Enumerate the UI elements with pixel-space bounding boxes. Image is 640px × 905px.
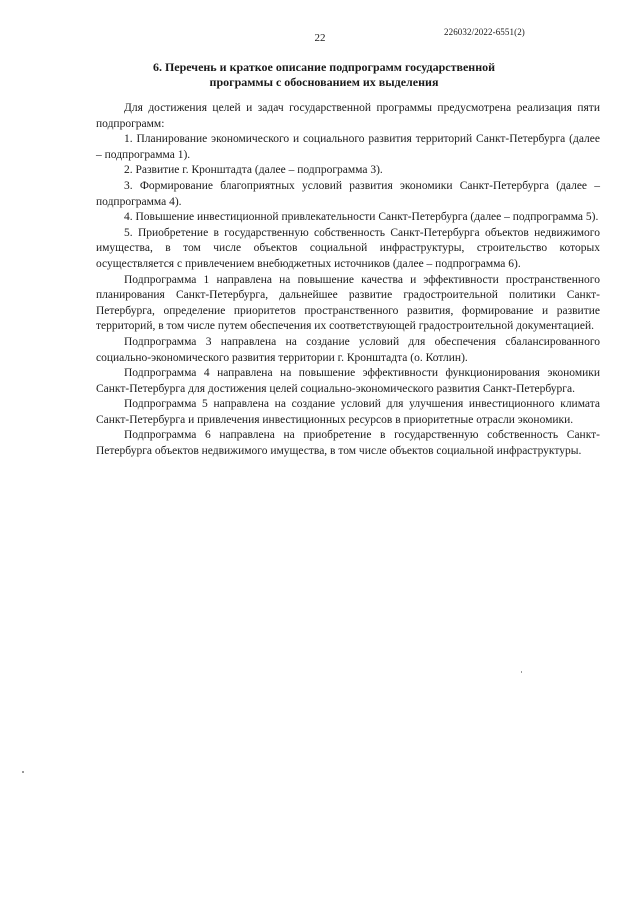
page-number: 22 (314, 32, 326, 44)
subprogram-3-description: Подпрограмма 3 направлена на создание условий для обеспечения сбалансированного социально-экономического развития территории г. Кронштадта (о. Котлин). (96, 335, 600, 364)
section-body (96, 101, 600, 460)
scan-mark-left (22, 771, 24, 773)
scan-mark-right (521, 671, 522, 673)
subprogram-4-description: Подпрограмма 4 направлена на повышение эффективности функционирования экономики Санкт-Петербурга для достижения целей социально-экономического развития Санкт-Петербурга. (96, 367, 600, 395)
list-item-subprogram-5: 4. Повышение инвестиционной привлекательности Санкт-Петербурга (далее – подпрограмма 5). (124, 211, 599, 224)
section-title (96, 60, 552, 90)
list-item-subprogram-4: 3. Формирование благоприятных условий развития экономики Санкт-Петербурга (далее – подпрограмма 4). (96, 179, 600, 208)
subprogram-6-description: Подпрограмма 6 направлена на приобретение в государственную собственность Санкт-Петербурга объектов недвижимого имущества, в том числе объектов социальной инфраструктуры. (96, 429, 600, 458)
list-item-subprogram-3: 2. Развитие г. Кронштадта (далее – подпрограмма 3). (124, 164, 383, 177)
document-code: 226032/2022-6551(2) (444, 27, 525, 37)
section-title-line-1: 6. Перечень и краткое описание подпрограмм государственной (152, 60, 496, 74)
section-title-line-2: программы с обоснованием их выделения (209, 75, 439, 89)
subprogram-5-description: Подпрограмма 5 направлена на создание условий для улучшения инвестиционного климата Санкт-Петербурга и привлечения инвестиционных ресурсов в приоритетные отрасли экономики. (96, 398, 600, 426)
intro-paragraph: Для достижения целей и задач государственной программы предусмотрена реализация пяти подпрограмм: (96, 102, 600, 130)
subprogram-1-description: Подпрограмма 1 направлена на повышение качества и эффективности пространственного планирования Санкт-Петербурга, дальнейшее развитие градостроительной политики Санкт-Петербурга, определение приоритетов пространственного развития, формирование и развитие территорий, в том числе путем обеспечения их соответствующей градостроительной документацией. (96, 273, 600, 333)
list-item-subprogram-6: 5. Приобретение в государственную собственность Санкт-Петербурга объектов недвижимого имущества, в том числе объектов социальной инфраструктуры, строительство которых осуществляется с привлечением внебюджетных источников (далее – подпрограмма 6). (96, 226, 600, 270)
list-item-subprogram-1: 1. Планирование экономического и социального развития территорий Санкт-Петербурга (далее – подпрограмма 1). (96, 133, 600, 161)
